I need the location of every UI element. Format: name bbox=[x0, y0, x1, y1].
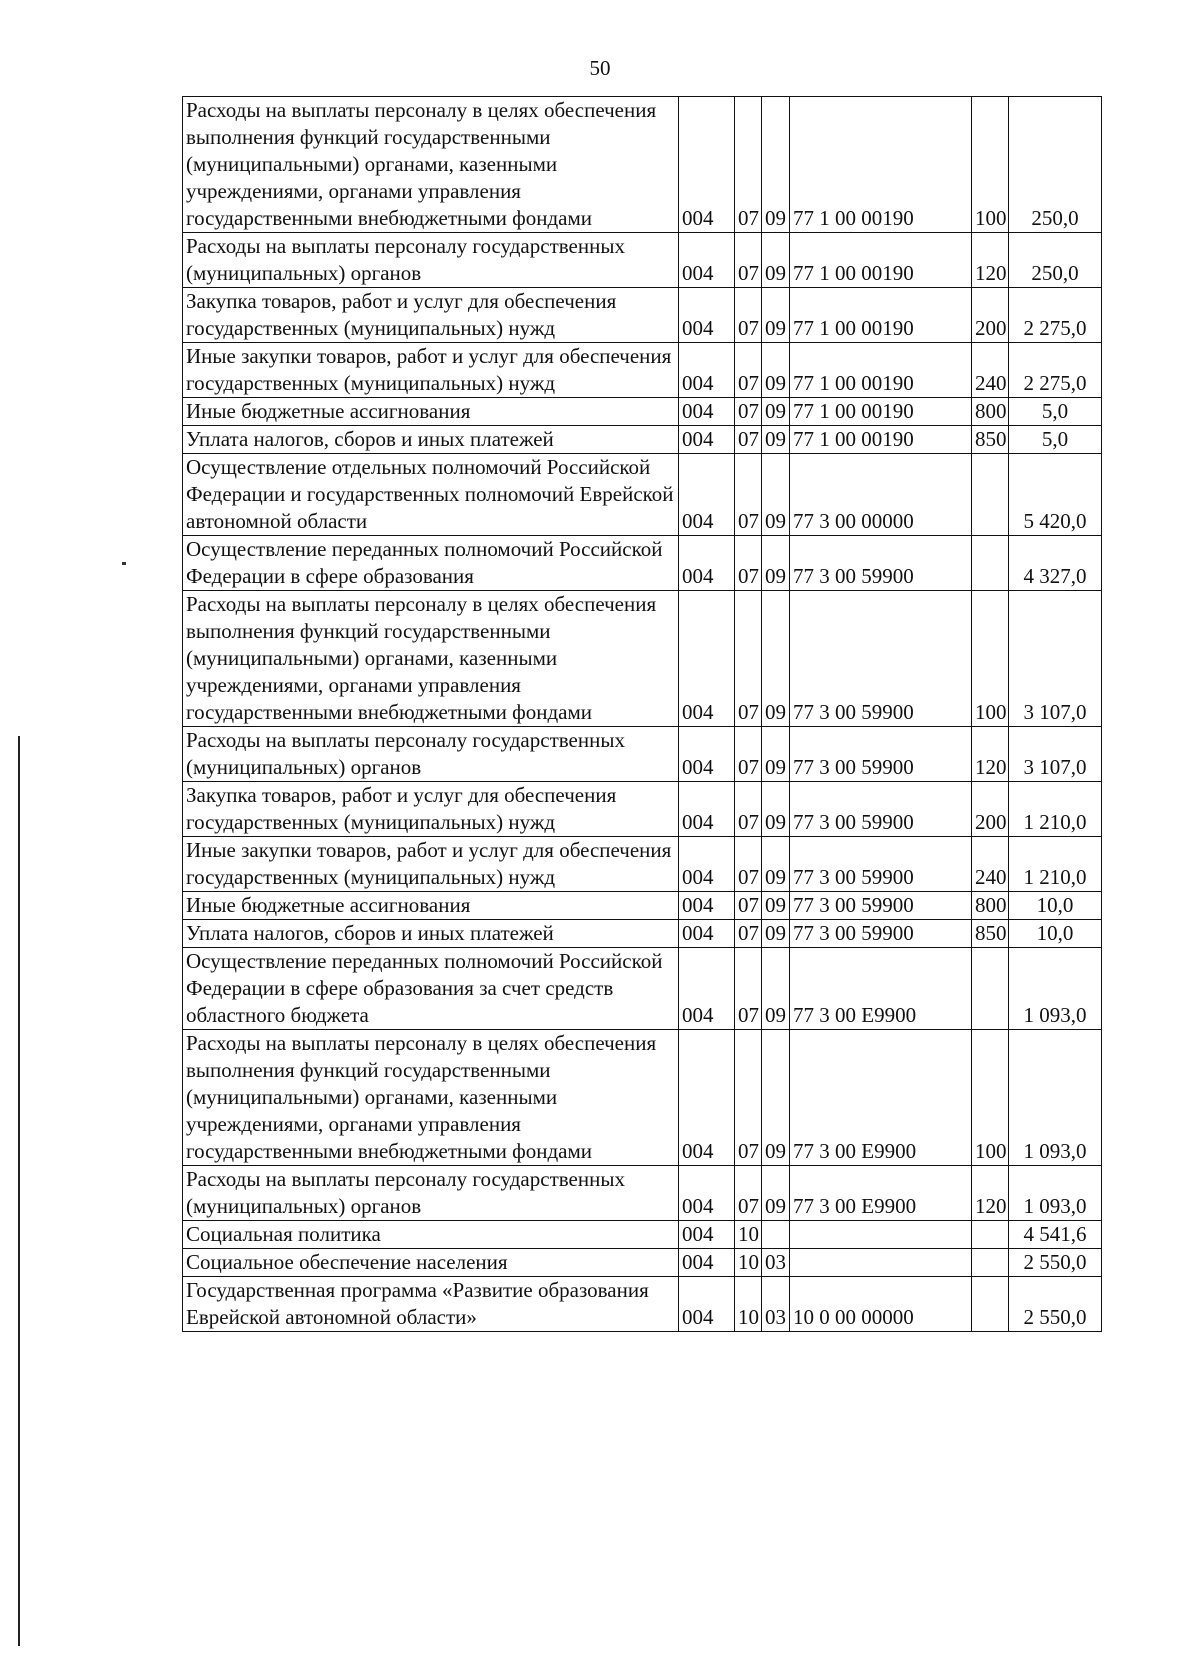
row-expense-type: 120 bbox=[972, 727, 1009, 782]
row-ministry-code: 004 bbox=[679, 536, 735, 591]
row-expense-type: 120 bbox=[972, 233, 1009, 288]
row-name: Иные закупки товаров, работ и услуг для обеспечения государственных (муниципальных) нужд bbox=[183, 343, 679, 398]
row-amount: 2 275,0 bbox=[1009, 343, 1102, 398]
row-name: Осуществление отдельных полномочий Российской Федерации и государственных полномочий Еврейской автономной области bbox=[183, 454, 679, 536]
row-subsection-code: 03 bbox=[762, 1249, 790, 1277]
row-ministry-code: 004 bbox=[679, 1221, 735, 1249]
row-section-code: 07 bbox=[735, 892, 762, 920]
row-target-article: 77 3 00 E9900 bbox=[790, 1166, 972, 1221]
row-ministry-code: 004 bbox=[679, 892, 735, 920]
row-section-code: 07 bbox=[735, 920, 762, 948]
row-target-article: 77 3 00 59900 bbox=[790, 782, 972, 837]
row-amount: 3 107,0 bbox=[1009, 591, 1102, 727]
row-target-article: 77 3 00 59900 bbox=[790, 920, 972, 948]
row-target-article: 77 1 00 00190 bbox=[790, 97, 972, 233]
row-name: Уплата налогов, сборов и иных платежей bbox=[183, 426, 679, 454]
row-ministry-code: 004 bbox=[679, 1249, 735, 1277]
table-row bbox=[183, 97, 1102, 233]
table-row bbox=[183, 454, 1102, 536]
row-section-code: 07 bbox=[735, 343, 762, 398]
row-expense-type: 850 bbox=[972, 426, 1009, 454]
row-section-code: 07 bbox=[735, 727, 762, 782]
row-expense-type bbox=[972, 536, 1009, 591]
row-ministry-code: 004 bbox=[679, 948, 735, 1030]
row-subsection-code: 09 bbox=[762, 454, 790, 536]
row-section-code: 07 bbox=[735, 782, 762, 837]
row-subsection-code: 09 bbox=[762, 837, 790, 892]
row-ministry-code: 004 bbox=[679, 97, 735, 233]
budget-table bbox=[182, 96, 1102, 1332]
row-section-code: 07 bbox=[735, 1030, 762, 1166]
row-amount: 10,0 bbox=[1009, 920, 1102, 948]
row-target-article: 77 3 00 59900 bbox=[790, 536, 972, 591]
row-section-code: 07 bbox=[735, 288, 762, 343]
row-name: Расходы на выплаты персоналу в целях обеспечения выполнения функций государственными (муниципальными) органами, казенными учреждениями, органами управления государственными внебюджетными фондами bbox=[183, 591, 679, 727]
row-name: Осуществление переданных полномочий Российской Федерации в сфере образования за счет средств областного бюджета bbox=[183, 948, 679, 1030]
row-target-article: 77 1 00 00190 bbox=[790, 288, 972, 343]
budget-table-body bbox=[183, 97, 1102, 1332]
row-amount: 5,0 bbox=[1009, 426, 1102, 454]
row-name: Уплата налогов, сборов и иных платежей bbox=[183, 920, 679, 948]
row-target-article: 77 1 00 00190 bbox=[790, 343, 972, 398]
row-ministry-code: 004 bbox=[679, 1277, 735, 1332]
row-amount: 250,0 bbox=[1009, 97, 1102, 233]
row-expense-type: 240 bbox=[972, 343, 1009, 398]
row-section-code: 10 bbox=[735, 1221, 762, 1249]
row-subsection-code: 09 bbox=[762, 536, 790, 591]
row-expense-type: 240 bbox=[972, 837, 1009, 892]
row-target-article: 77 3 00 59900 bbox=[790, 837, 972, 892]
row-subsection-code: 09 bbox=[762, 97, 790, 233]
row-expense-type: 100 bbox=[972, 591, 1009, 727]
row-expense-type bbox=[972, 948, 1009, 1030]
row-name: Расходы на выплаты персоналу государственных (муниципальных) органов bbox=[183, 727, 679, 782]
row-name: Иные закупки товаров, работ и услуг для обеспечения государственных (муниципальных) нужд bbox=[183, 837, 679, 892]
row-target-article: 77 3 00 00000 bbox=[790, 454, 972, 536]
row-section-code: 07 bbox=[735, 591, 762, 727]
row-ministry-code: 004 bbox=[679, 920, 735, 948]
row-target-article: 77 3 00 E9900 bbox=[790, 1030, 972, 1166]
row-section-code: 07 bbox=[735, 398, 762, 426]
row-name: Иные бюджетные ассигнования bbox=[183, 892, 679, 920]
row-target-article: 77 3 00 59900 bbox=[790, 591, 972, 727]
row-amount: 250,0 bbox=[1009, 233, 1102, 288]
row-subsection-code: 09 bbox=[762, 782, 790, 837]
row-amount: 4 327,0 bbox=[1009, 536, 1102, 591]
table-row bbox=[183, 233, 1102, 288]
table-row bbox=[183, 536, 1102, 591]
row-expense-type: 200 bbox=[972, 782, 1009, 837]
row-name: Расходы на выплаты персоналу в целях обеспечения выполнения функций государственными (муниципальными) органами, казенными учреждениями, органами управления государственными внебюджетными фондами bbox=[183, 1030, 679, 1166]
row-target-article: 77 3 00 59900 bbox=[790, 727, 972, 782]
row-subsection-code bbox=[762, 1221, 790, 1249]
row-name: Расходы на выплаты персоналу государственных (муниципальных) органов bbox=[183, 233, 679, 288]
row-subsection-code: 09 bbox=[762, 591, 790, 727]
row-section-code: 07 bbox=[735, 1166, 762, 1221]
row-amount: 1 210,0 bbox=[1009, 837, 1102, 892]
table-row bbox=[183, 288, 1102, 343]
table-row bbox=[183, 837, 1102, 892]
row-section-code: 07 bbox=[735, 233, 762, 288]
row-subsection-code: 09 bbox=[762, 398, 790, 426]
row-expense-type: 800 bbox=[972, 398, 1009, 426]
row-name: Закупка товаров, работ и услуг для обеспечения государственных (муниципальных) нужд bbox=[183, 782, 679, 837]
row-amount: 1 093,0 bbox=[1009, 1030, 1102, 1166]
row-amount: 5 420,0 bbox=[1009, 454, 1102, 536]
row-amount: 1 093,0 bbox=[1009, 1166, 1102, 1221]
row-section-code: 07 bbox=[735, 536, 762, 591]
table-row bbox=[183, 1249, 1102, 1277]
row-expense-type: 100 bbox=[972, 97, 1009, 233]
row-name: Иные бюджетные ассигнования bbox=[183, 398, 679, 426]
row-expense-type: 850 bbox=[972, 920, 1009, 948]
row-ministry-code: 004 bbox=[679, 233, 735, 288]
row-subsection-code: 09 bbox=[762, 233, 790, 288]
row-ministry-code: 004 bbox=[679, 288, 735, 343]
row-section-code: 10 bbox=[735, 1249, 762, 1277]
row-section-code: 10 bbox=[735, 1277, 762, 1332]
row-name: Социальная политика bbox=[183, 1221, 679, 1249]
row-amount: 1 210,0 bbox=[1009, 782, 1102, 837]
table-row bbox=[183, 591, 1102, 727]
row-ministry-code: 004 bbox=[679, 343, 735, 398]
row-ministry-code: 004 bbox=[679, 837, 735, 892]
row-target-article: 10 0 00 00000 bbox=[790, 1277, 972, 1332]
table-row bbox=[183, 782, 1102, 837]
row-ministry-code: 004 bbox=[679, 782, 735, 837]
page-number: 50 bbox=[589, 56, 611, 80]
row-subsection-code: 09 bbox=[762, 948, 790, 1030]
row-name: Государственная программа «Развитие образования Еврейской автономной области» bbox=[183, 1277, 679, 1332]
row-ministry-code: 004 bbox=[679, 426, 735, 454]
row-amount: 1 093,0 bbox=[1009, 948, 1102, 1030]
table-row bbox=[183, 920, 1102, 948]
row-target-article bbox=[790, 1221, 972, 1249]
row-expense-type: 800 bbox=[972, 892, 1009, 920]
row-amount: 2 275,0 bbox=[1009, 288, 1102, 343]
table-row bbox=[183, 343, 1102, 398]
row-ministry-code: 004 bbox=[679, 398, 735, 426]
scan-edge-line bbox=[18, 736, 20, 1646]
row-name: Социальное обеспечение населения bbox=[183, 1249, 679, 1277]
row-expense-type bbox=[972, 1221, 1009, 1249]
table-row bbox=[183, 948, 1102, 1030]
row-subsection-code: 09 bbox=[762, 288, 790, 343]
row-ministry-code: 004 bbox=[679, 1166, 735, 1221]
row-subsection-code: 03 bbox=[762, 1277, 790, 1332]
row-expense-type bbox=[972, 1277, 1009, 1332]
row-subsection-code: 09 bbox=[762, 1166, 790, 1221]
row-name: Расходы на выплаты персоналу государственных (муниципальных) органов bbox=[183, 1166, 679, 1221]
row-subsection-code: 09 bbox=[762, 892, 790, 920]
table-row bbox=[183, 398, 1102, 426]
row-ministry-code: 004 bbox=[679, 1030, 735, 1166]
row-amount: 10,0 bbox=[1009, 892, 1102, 920]
scan-speck bbox=[122, 562, 126, 565]
row-subsection-code: 09 bbox=[762, 343, 790, 398]
row-target-article bbox=[790, 1249, 972, 1277]
row-expense-type: 100 bbox=[972, 1030, 1009, 1166]
row-amount: 5,0 bbox=[1009, 398, 1102, 426]
row-section-code: 07 bbox=[735, 948, 762, 1030]
row-target-article: 77 3 00 59900 bbox=[790, 892, 972, 920]
row-target-article: 77 1 00 00190 bbox=[790, 398, 972, 426]
row-expense-type bbox=[972, 454, 1009, 536]
row-expense-type bbox=[972, 1249, 1009, 1277]
row-subsection-code: 09 bbox=[762, 426, 790, 454]
row-ministry-code: 004 bbox=[679, 591, 735, 727]
row-amount: 2 550,0 bbox=[1009, 1249, 1102, 1277]
table-row bbox=[183, 727, 1102, 782]
row-subsection-code: 09 bbox=[762, 1030, 790, 1166]
table-row bbox=[183, 892, 1102, 920]
table-row bbox=[183, 1277, 1102, 1332]
row-target-article: 77 1 00 00190 bbox=[790, 233, 972, 288]
row-section-code: 07 bbox=[735, 454, 762, 536]
row-amount: 4 541,6 bbox=[1009, 1221, 1102, 1249]
row-subsection-code: 09 bbox=[762, 727, 790, 782]
row-amount: 3 107,0 bbox=[1009, 727, 1102, 782]
row-ministry-code: 004 bbox=[679, 454, 735, 536]
row-name: Закупка товаров, работ и услуг для обеспечения государственных (муниципальных) нужд bbox=[183, 288, 679, 343]
row-target-article: 77 3 00 E9900 bbox=[790, 948, 972, 1030]
row-name: Осуществление переданных полномочий Российской Федерации в сфере образования bbox=[183, 536, 679, 591]
row-section-code: 07 bbox=[735, 426, 762, 454]
row-section-code: 07 bbox=[735, 837, 762, 892]
row-ministry-code: 004 bbox=[679, 727, 735, 782]
row-target-article: 77 1 00 00190 bbox=[790, 426, 972, 454]
table-row bbox=[183, 426, 1102, 454]
table-row bbox=[183, 1166, 1102, 1221]
row-section-code: 07 bbox=[735, 97, 762, 233]
row-subsection-code: 09 bbox=[762, 920, 790, 948]
row-expense-type: 120 bbox=[972, 1166, 1009, 1221]
row-name: Расходы на выплаты персоналу в целях обеспечения выполнения функций государственными (муниципальными) органами, казенными учреждениями, органами управления государственными внебюджетными фондами bbox=[183, 97, 679, 233]
row-amount: 2 550,0 bbox=[1009, 1277, 1102, 1332]
table-row bbox=[183, 1221, 1102, 1249]
row-expense-type: 200 bbox=[972, 288, 1009, 343]
table-row bbox=[183, 1030, 1102, 1166]
